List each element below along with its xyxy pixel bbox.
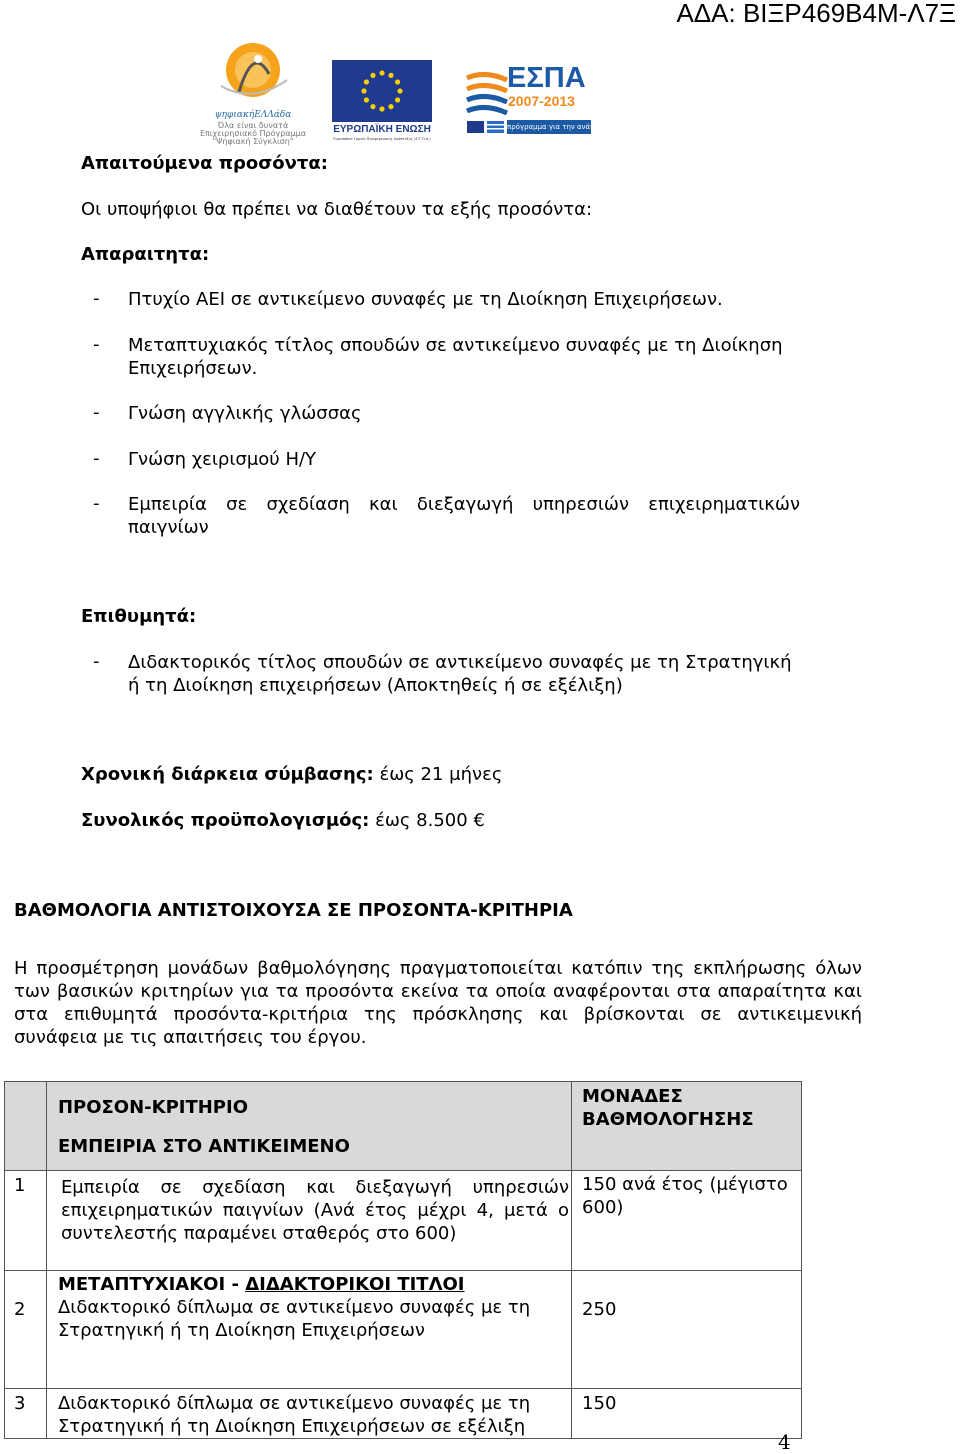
desired-title: Επιθυμητά: [81, 606, 197, 627]
espa-years: 2007-2013 [508, 93, 575, 109]
table-header-row [5, 1082, 802, 1171]
desired-item: Διδακτορικός τίτλος σπουδών σε αντικείμενο συναφές με τη Στρατηγική ή τη Διοίκηση επιχειρήσεων (Αποκτηθείς ή σε εξέλιξη) [128, 652, 792, 696]
contract-budget [81, 810, 485, 831]
contract-duration [81, 764, 502, 785]
espa-logo [465, 62, 611, 136]
espa-waves-icon [465, 70, 509, 118]
digital-greece-tagline: Όλα είναι δυνατά Επιχειρησιακό Πρόγραμμα "Ψηφιακή Σύγκλιση" [199, 121, 307, 146]
row-criterion: Εμπειρία σε σχεδίαση και διεξαγωγή υπηρεσιών επιχειρηματικών παιγνίων (Ανά έτος μέχρι 4, μετά ο συντελεστής παραμένει σταθερός στο 600) [46, 1171, 571, 1271]
required-title: Απαραιτητα: [81, 244, 210, 265]
row-units: 150 [572, 1389, 802, 1439]
required-item: Μεταπτυχιακός τίτλος σπουδών σε αντικείμενο συναφές με τη Διοίκηση Επιχειρήσεων. [128, 335, 783, 379]
duration-value: έως 21 μήνες [379, 764, 503, 785]
scoring-text: Η προσμέτρηση μονάδων βαθμολόγησης πραγματοποιείται κατόπιν της εκπλήρωσης όλων των βασικών κριτηρίων για τα προσόντα εκείνα τα οποία αναφέρονται στα απαραίτητα και στα επιθυμητά προσόντα-κριτήρια της πρόσκλησης και βρίσκονται σε αντικειμενική συνάφεια με τις απαιτήσεις του έργου. [14, 958, 862, 1048]
header-units-cell [572, 1082, 802, 1171]
col-units: ΜΟΝΑΔΕΣ ΒΑΘΜΟΛΟΓΗΣΗΣ [582, 1086, 754, 1130]
row-number: 3 [5, 1389, 47, 1439]
eu-greek-flags-icon [467, 121, 505, 133]
required-item: Πτυχίο ΑΕΙ σε αντικείμενο συναφές με τη Διοίκηση Επιχειρήσεων. [128, 289, 723, 310]
page-number: 4 [778, 1430, 791, 1454]
header-number-cell [5, 1082, 47, 1171]
row-criterion: ΜΕΤΑΠΤΥΧΙΑΚΟΙ - ΔΙΔΑΚΤΟΡΙΚΟΙ ΤΙΤΛΟΙ Διδακτορικό δίπλωμα σε αντικείμενο συναφές με τη Στρατηγική ή τη Διοίκηση Επιχειρήσεων [46, 1271, 571, 1389]
ada-code: ΑΔΑ: ΒΙΞΡ469Β4Μ-Λ7Ξ [676, 0, 956, 28]
eu-logo [332, 60, 432, 146]
table-row [5, 1171, 802, 1271]
table-row [5, 1271, 802, 1389]
list-bullet: - [93, 288, 100, 309]
eu-sublabel: Ευρωπαϊκό Ταμείο Περιφερειακής Ανάπτυξης (Ε.Τ.Π.Α.) [333, 137, 431, 141]
list-bullet: - [93, 448, 100, 469]
budget-label: Συνολικός προϋπολογισμός: [81, 810, 370, 831]
espa-title: ΕΣΠΑ [507, 62, 586, 94]
qualifications-intro: Οι υποψήφιοι θα πρέπει να διαθέτουν τα εξής προσόντα: [81, 199, 593, 220]
list-bullet: - [93, 493, 100, 514]
required-item: Γνώση αγγλικής γλώσσας [128, 403, 362, 424]
required-item: Γνώση χειρισμού Η/Υ [128, 449, 317, 470]
scoring-title: ΒΑΘΜΟΛΟΓΙΑ ΑΝΤΙΣΤΟΙΧΟΥΣΑ ΣΕ ΠΡΟΣΟΝΤΑ-ΚΡΙΤΗΡΙΑ [14, 900, 573, 921]
eu-label: ΕΥΡΩΠΑΪΚΗ ΕΝΩΣΗ [333, 124, 431, 135]
duration-label: Χρονική διάρκεια σύμβασης: [81, 764, 374, 785]
row-units: 250 [572, 1271, 802, 1389]
list-bullet: - [93, 334, 100, 355]
eu-flag-icon [332, 60, 432, 122]
col-criterion: ΠΡΟΣΟΝ-ΚΡΙΤΗΡΙΟ [57, 1097, 249, 1118]
qualifications-title: Απαιτούμενα προσόντα: [81, 153, 328, 174]
espa-slogan: πρόγραμμα για την ανάπτυξη [507, 120, 591, 134]
row-number: 1 [5, 1171, 47, 1271]
list-bullet: - [93, 402, 100, 423]
row-units: 150 ανά έτος (μέγιστο 600) [572, 1171, 802, 1271]
section-experience: ΕΜΠΕΙΡΙΑ ΣΤΟ ΑΝΤΙΚΕΙΜΕΝΟ [57, 1136, 350, 1157]
row-number: 2 [5, 1271, 47, 1389]
scoring-table [4, 1081, 802, 1439]
digital-greece-name: ψηφιακήΕΛΛάδα [214, 110, 292, 120]
required-item: Εμπειρία σε σχεδίαση και διεξαγωγή υπηρεσιών επιχειρηματικών παιγνίων [128, 494, 800, 538]
budget-value: έως 8.500 € [375, 810, 485, 831]
header-criterion-cell [46, 1082, 571, 1171]
table-row [5, 1389, 802, 1439]
list-bullet: - [93, 651, 100, 672]
row-criterion: Διδακτορικό δίπλωμα σε αντικείμενο συναφές με τη Στρατηγική ή τη Διοίκηση Επιχειρήσεων σε εξέλιξη [46, 1389, 571, 1439]
section-postgraduate: ΜΕΤΑΠΤΥΧΙΑΚΟΙ - ΔΙΔΑΚΤΟΡΙΚΟΙ ΤΙΤΛΟΙ [57, 1274, 465, 1295]
digital-greece-logo [199, 40, 307, 146]
